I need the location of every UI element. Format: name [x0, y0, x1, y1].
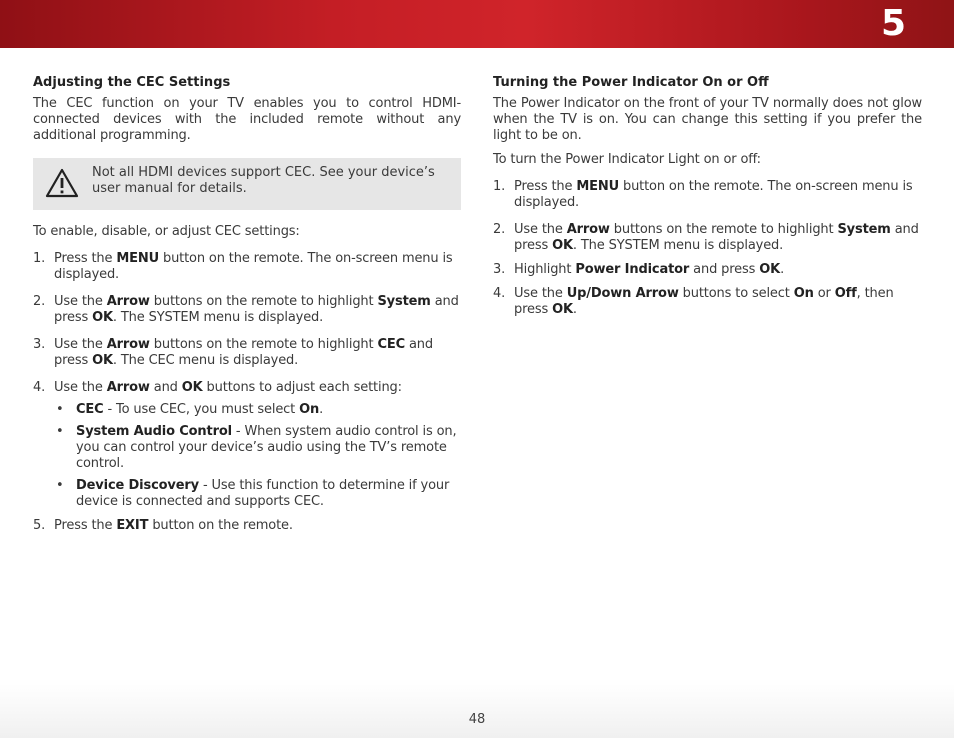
list-item: 3. Use the Arrow buttons on the remote to highlight CEC and press OK. The CEC menu is displayed.: [33, 337, 433, 368]
section-heading-cec: Adjusting the CEC Settings: [33, 75, 231, 90]
cec-intro: The CEC function on your TV enables you to control HDMI-connected devices with the included remote without any additional programming.: [33, 96, 461, 143]
note-text: Not all HDMI devices support CEC. See your device’s user manual for details.: [92, 165, 435, 196]
power-steps: [493, 179, 922, 318]
cec-lead: To enable, disable, or adjust CEC settings:: [33, 224, 300, 239]
list-item: 3. Highlight Power Indicator and press OK.: [493, 262, 785, 277]
bullet-item: • Device Discovery - Use this function to determine if your device is connected and supports CEC.: [56, 478, 450, 509]
list-item: 1. Press the MENU button on the remote. The on-screen menu is displayed.: [33, 251, 453, 282]
power-intro: The Power Indicator on the front of your TV normally does not glow when the TV is on. You can change this setting if you prefer the light to be on.: [493, 96, 922, 143]
header-bar: [0, 0, 954, 48]
right-column: [493, 75, 922, 329]
bullet-item: • CEC - To use CEC, you must select On.: [56, 402, 324, 417]
list-item: 4. Use the Up/Down Arrow buttons to select On or Off, then press OK.: [493, 286, 894, 317]
section-heading-power: Turning the Power Indicator On or Off: [493, 75, 769, 90]
chapter-number: 5: [880, 3, 906, 44]
left-column: [33, 75, 461, 545]
cec-settings-bullets: [54, 402, 461, 510]
page-number: 48: [468, 712, 486, 727]
list-item: 1. Press the MENU button on the remote. The on-screen menu is displayed.: [493, 179, 913, 210]
list-item: 2. Use the Arrow buttons on the remote to highlight System and press OK. The SYSTEM menu is displayed.: [33, 294, 459, 325]
cec-steps: [33, 251, 461, 534]
list-item: 4. Use the Arrow and OK buttons to adjust each setting: • CEC - To use CEC, you must select On. • System Audio Control - When system audio control is on, you can control your device’s audio using the TV’s remote control. • Device Discovery - Use this function to determine if your device is connected and supports CEC.: [33, 380, 461, 510]
bullet-item: • System Audio Control - When system audio control is on, you can control your device’s audio using the TV’s remote control.: [56, 424, 457, 471]
list-item: 5. Press the EXIT button on the remote.: [33, 518, 293, 533]
warning-icon: [45, 168, 79, 198]
power-lead: To turn the Power Indicator Light on or off:: [493, 152, 761, 167]
list-item: 2. Use the Arrow buttons on the remote to highlight System and press OK. The SYSTEM menu is displayed.: [493, 222, 919, 253]
footer-band: [0, 684, 954, 738]
note-box: [33, 158, 461, 210]
